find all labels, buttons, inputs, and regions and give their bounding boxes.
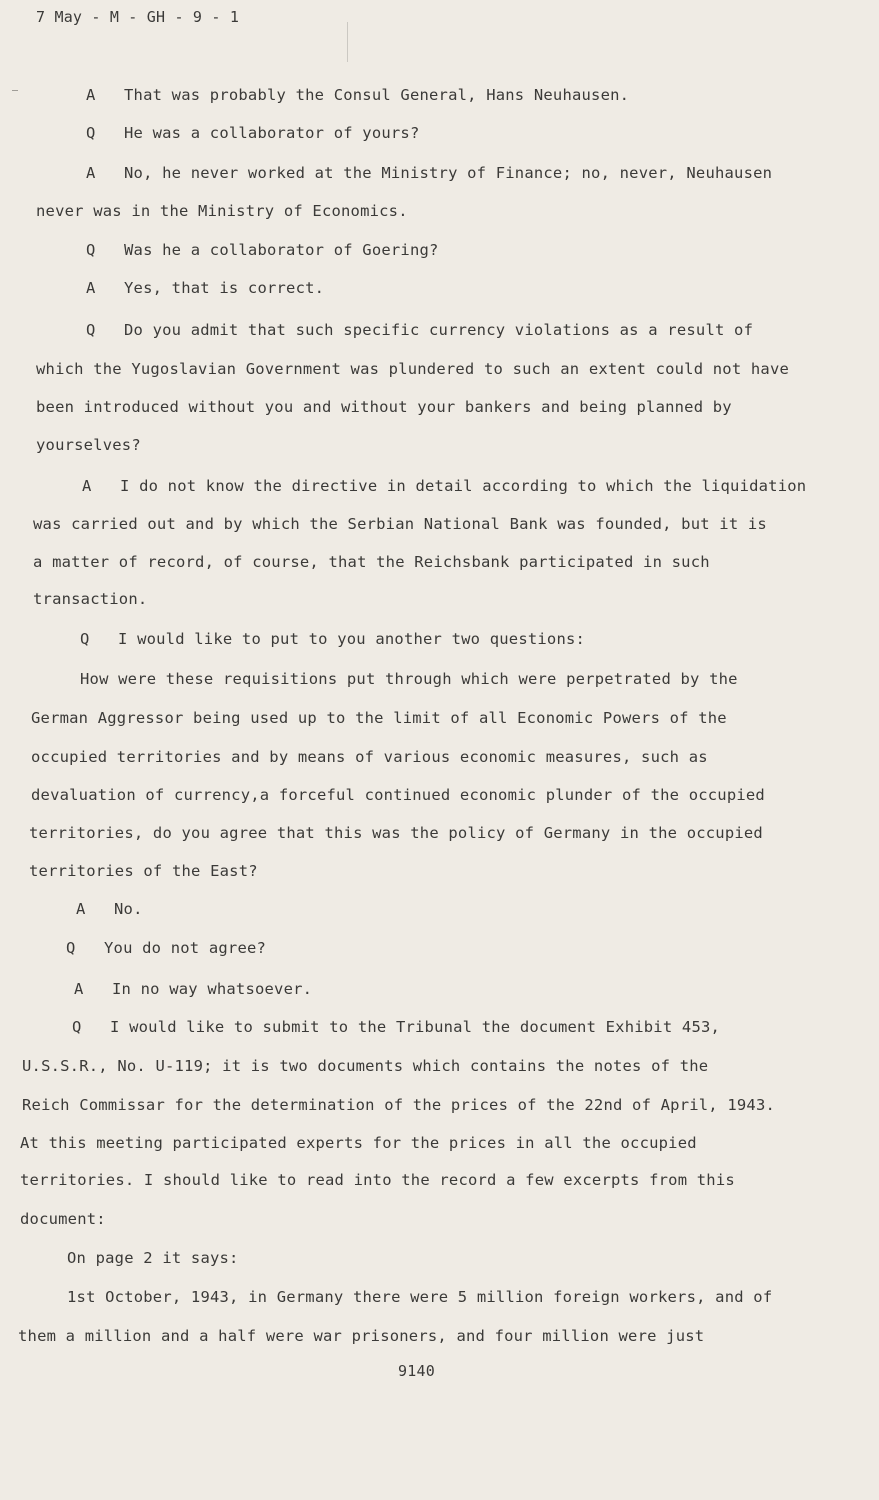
line-16 (80, 670, 738, 688)
line-19 (31, 786, 765, 804)
line-10 (36, 436, 141, 454)
line-28 (20, 1134, 697, 1152)
answer-text: I do not know the directive in detail according to which the liquidation (120, 477, 807, 495)
answer-text: No. (114, 900, 143, 918)
speaker-q: Q (80, 630, 90, 648)
line-6 (86, 279, 324, 297)
question-continuation: territories of the East? (29, 862, 258, 880)
answer-text: In no way whatsoever. (112, 980, 313, 998)
line-17 (31, 709, 727, 727)
question-continuation: document: (20, 1210, 106, 1228)
line-20 (29, 824, 763, 842)
line-29 (20, 1171, 735, 1189)
line-12 (33, 515, 767, 533)
line-18 (31, 748, 708, 766)
answer-text: No, he never worked at the Ministry of Finance; no, never, Neuhausen (124, 164, 773, 182)
question-continuation: been introduced without you and without your bankers and being planned by (36, 398, 732, 416)
line-24 (74, 980, 312, 998)
question-continuation: German Aggressor being used up to the limit of all Economic Powers of the (31, 709, 727, 727)
line-3 (86, 164, 772, 182)
question-continuation: devaluation of currency,a forceful continued economic plunder of the occupied (31, 786, 765, 804)
speaker-a: A (86, 279, 96, 297)
answer-continuation: transaction. (33, 590, 148, 608)
line-31 (67, 1249, 239, 1267)
line-2 (86, 124, 420, 142)
line-27 (22, 1096, 775, 1114)
question-text: How were these requisitions put through which were perpetrated by the (80, 670, 738, 688)
line-14 (33, 590, 147, 608)
question-text: You do not agree? (104, 939, 267, 957)
page-header: 7 May - M - GH - 9 - 1 (36, 8, 240, 26)
speaker-a: A (76, 900, 86, 918)
question-text: Do you admit that such specific currency violations as a result of (124, 321, 754, 339)
question-continuation: At this meeting participated experts for the prices in all the occupied (20, 1134, 697, 1152)
line-26 (22, 1057, 708, 1075)
line-22 (76, 900, 143, 918)
line-11 (82, 477, 806, 495)
top-fold-mark (347, 22, 348, 62)
line-21 (29, 862, 258, 880)
speaker-q: Q (86, 241, 96, 259)
line-8 (36, 360, 789, 378)
question-text: Was he a collaborator of Goering? (124, 241, 439, 259)
speaker-a: A (74, 980, 84, 998)
speaker-a: A (86, 86, 96, 104)
speaker-q: Q (86, 124, 96, 142)
speaker-a: A (86, 164, 96, 182)
question-continuation: yourselves? (36, 436, 141, 454)
quoted-text: 1st October, 1943, in Germany there were 5 million foreign workers, and of (67, 1288, 773, 1306)
page-number: 9140 (398, 1362, 435, 1380)
question-continuation: territories, do you agree that this was the policy of Germany in the occupied (29, 824, 763, 842)
question-continuation: which the Yugoslavian Government was plundered to such an extent could not have (36, 360, 790, 378)
line-25 (72, 1018, 720, 1036)
speaker-q: Q (72, 1018, 82, 1036)
line-30 (20, 1210, 106, 1228)
answer-continuation: a matter of record, of course, that the Reichsbank participated in such (33, 553, 710, 571)
speaker-q: Q (66, 939, 76, 957)
quoted-intro: On page 2 it says: (67, 1249, 239, 1267)
line-15 (80, 630, 585, 648)
answer-continuation: was carried out and by which the Serbian National Bank was founded, but it is (33, 515, 767, 533)
line-33 (18, 1327, 704, 1345)
question-continuation: Reich Commissar for the determination of the prices of the 22nd of April, 1943. (22, 1096, 776, 1114)
answer-text: Yes, that is correct. (124, 279, 325, 297)
question-continuation: occupied territories and by means of various economic measures, such as (31, 748, 708, 766)
speaker-a: A (82, 477, 92, 495)
line-9 (36, 398, 732, 416)
quoted-text: them a million and a half were war prisoners, and four million were just (18, 1327, 705, 1345)
line-7 (86, 321, 753, 339)
question-continuation: U.S.S.R., No. U-119; it is two documents which contains the notes of the (22, 1057, 709, 1075)
speaker-q: Q (86, 321, 96, 339)
line-32 (67, 1288, 772, 1306)
line-1 (86, 86, 629, 104)
question-text: He was a collaborator of yours? (124, 124, 420, 142)
question-text: I would like to put to you another two questions: (118, 630, 586, 648)
line-23 (66, 939, 266, 957)
left-margin-mark (12, 90, 18, 91)
line-13 (33, 553, 710, 571)
question-text: I would like to submit to the Tribunal the document Exhibit 453, (110, 1018, 721, 1036)
line-5 (86, 241, 439, 259)
question-continuation: territories. I should like to read into the record a few excerpts from this (20, 1171, 735, 1189)
answer-text: That was probably the Consul General, Hans Neuhausen. (124, 86, 630, 104)
line-4 (36, 202, 408, 220)
answer-continuation: never was in the Ministry of Economics. (36, 202, 408, 220)
